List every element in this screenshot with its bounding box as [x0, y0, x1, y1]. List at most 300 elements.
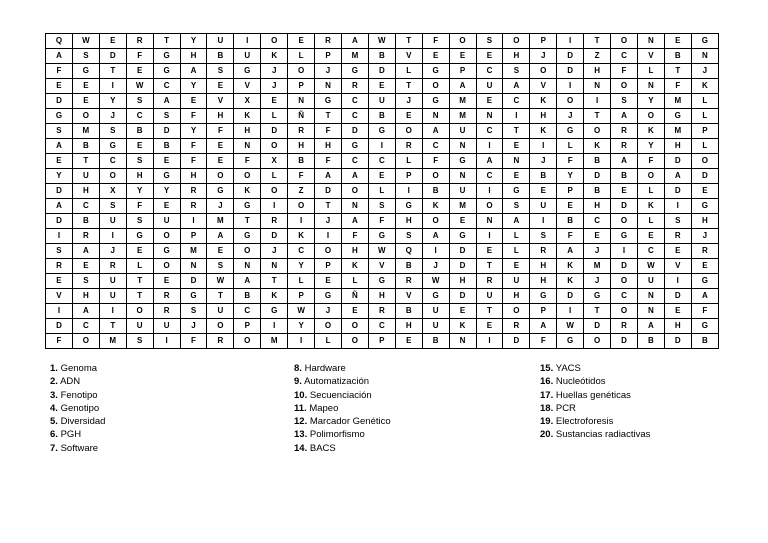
grid-cell: E — [341, 304, 368, 319]
grid-cell: V — [530, 79, 557, 94]
grid-cell: J — [315, 214, 342, 229]
grid-cell: K — [584, 139, 611, 154]
grid-cell: O — [153, 259, 180, 274]
grid-cell: B — [207, 49, 234, 64]
grid-cell: L — [315, 334, 342, 349]
grid-cell: K — [234, 184, 261, 199]
grid-cell: P — [315, 259, 342, 274]
grid-cell: S — [46, 244, 73, 259]
grid-cell: T — [126, 289, 153, 304]
grid-cell: U — [637, 274, 664, 289]
grid-cell: O — [315, 319, 342, 334]
grid-cell: S — [126, 334, 153, 349]
grid-cell: P — [368, 334, 395, 349]
grid-cell: O — [449, 34, 476, 49]
grid-cell: I — [422, 244, 449, 259]
grid-cell: T — [153, 34, 180, 49]
grid-cell: H — [395, 319, 422, 334]
grid-cell: L — [557, 139, 584, 154]
grid-cell: F — [46, 334, 73, 349]
grid-cell: T — [584, 304, 611, 319]
grid-row — [46, 79, 719, 94]
grid-cell: E — [72, 79, 99, 94]
grid-cell: E — [395, 109, 422, 124]
grid-cell: R — [395, 274, 422, 289]
word-list-item — [540, 402, 650, 415]
grid-cell: E — [261, 94, 288, 109]
grid-cell: B — [637, 334, 664, 349]
grid-cell: D — [611, 334, 638, 349]
grid-cell: A — [207, 229, 234, 244]
grid-cell: C — [341, 154, 368, 169]
grid-cell: U — [99, 214, 126, 229]
grid-cell: Y — [180, 79, 207, 94]
grid-cell: Y — [180, 34, 207, 49]
word-number: 11. — [294, 402, 307, 414]
grid-cell: F — [126, 49, 153, 64]
grid-cell: L — [261, 109, 288, 124]
word-number: 1. — [50, 363, 58, 374]
grid-cell: E — [557, 199, 584, 214]
grid-cell: F — [422, 154, 449, 169]
grid-cell: B — [234, 289, 261, 304]
grid-cell: E — [315, 274, 342, 289]
grid-cell: J — [180, 319, 207, 334]
word-text: Mapeo — [309, 402, 339, 414]
grid-cell: B — [530, 169, 557, 184]
grid-cell: D — [46, 214, 73, 229]
word-list-item — [50, 362, 105, 375]
grid-cell: V — [395, 49, 422, 64]
grid-cell: J — [530, 49, 557, 64]
grid-cell: N — [584, 79, 611, 94]
grid-cell: Z — [288, 184, 315, 199]
word-text: Software — [60, 442, 99, 454]
grid-cell: G — [584, 289, 611, 304]
grid-cell: K — [557, 259, 584, 274]
grid-cell: H — [72, 184, 99, 199]
grid-cell: K — [530, 94, 557, 109]
grid-cell: L — [341, 274, 368, 289]
grid-cell: T — [72, 154, 99, 169]
grid-cell: F — [207, 124, 234, 139]
grid-cell: F — [341, 229, 368, 244]
grid-cell: E — [207, 244, 234, 259]
grid-cell: Y — [46, 169, 73, 184]
grid-cell: J — [691, 64, 718, 79]
grid-cell: I — [503, 109, 530, 124]
grid-cell: F — [664, 79, 691, 94]
word-list-item — [540, 389, 650, 402]
grid-cell: K — [341, 259, 368, 274]
grid-cell: A — [449, 79, 476, 94]
grid-cell: V — [207, 94, 234, 109]
grid-cell: E — [368, 79, 395, 94]
grid-cell: A — [422, 124, 449, 139]
grid-cell: N — [261, 259, 288, 274]
grid-cell: E — [503, 139, 530, 154]
grid-cell: Y — [288, 319, 315, 334]
grid-cell: B — [288, 154, 315, 169]
grid-cell: F — [180, 139, 207, 154]
word-number: 6. — [50, 429, 58, 441]
grid-cell: F — [368, 214, 395, 229]
grid-cell: N — [637, 289, 664, 304]
grid-cell: L — [691, 94, 718, 109]
grid-cell: G — [449, 154, 476, 169]
grid-cell: A — [46, 199, 73, 214]
grid-cell: N — [234, 139, 261, 154]
grid-cell: L — [637, 214, 664, 229]
grid-cell: H — [664, 139, 691, 154]
grid-cell: G — [611, 229, 638, 244]
grid-cell: G — [422, 64, 449, 79]
grid-cell: U — [368, 94, 395, 109]
word-number: 9. — [294, 376, 302, 388]
grid-cell: L — [288, 274, 315, 289]
grid-cell: E — [584, 229, 611, 244]
grid-cell: C — [476, 64, 503, 79]
grid-cell: D — [664, 154, 691, 169]
grid-cell: C — [72, 199, 99, 214]
grid-cell: W — [637, 259, 664, 274]
grid-cell: A — [503, 214, 530, 229]
grid-cell: G — [153, 169, 180, 184]
grid-cell: J — [261, 64, 288, 79]
grid-cell: W — [557, 319, 584, 334]
word-list-item — [540, 375, 650, 388]
grid-cell: D — [368, 64, 395, 79]
grid-cell: F — [637, 154, 664, 169]
grid-cell: P — [395, 169, 422, 184]
grid-cell: E — [180, 94, 207, 109]
grid-cell: Y — [637, 139, 664, 154]
grid-cell: E — [207, 139, 234, 154]
word-text: Secuenciación — [309, 389, 372, 401]
grid-cell: C — [611, 49, 638, 64]
word-number: 18. — [540, 402, 554, 414]
grid-cell: D — [584, 319, 611, 334]
grid-cell: A — [503, 79, 530, 94]
grid-cell: O — [584, 334, 611, 349]
word-text: YACS — [555, 363, 581, 374]
word-list-item — [50, 389, 105, 402]
grid-cell: G — [530, 289, 557, 304]
word-list-item — [540, 362, 650, 375]
grid-cell: O — [72, 334, 99, 349]
grid-cell: P — [530, 304, 557, 319]
grid-cell: S — [476, 34, 503, 49]
grid-cell: O — [637, 109, 664, 124]
grid-cell: S — [126, 94, 153, 109]
grid-cell: U — [99, 274, 126, 289]
grid-cell: S — [664, 214, 691, 229]
grid-cell: T — [261, 274, 288, 289]
grid-cell: U — [72, 169, 99, 184]
grid-cell: D — [449, 244, 476, 259]
word-text: Huellas genéticas — [555, 389, 631, 401]
grid-cell: O — [476, 199, 503, 214]
grid-cell: A — [341, 169, 368, 184]
grid-cell: U — [503, 274, 530, 289]
word-list-item — [50, 415, 105, 428]
grid-cell: U — [207, 304, 234, 319]
grid-cell: D — [557, 289, 584, 304]
grid-cell: I — [261, 199, 288, 214]
grid-cell: F — [611, 64, 638, 79]
grid-cell: R — [395, 139, 422, 154]
grid-cell: R — [46, 259, 73, 274]
grid-cell: H — [530, 259, 557, 274]
grid-cell: S — [72, 49, 99, 64]
word-list-item — [294, 389, 391, 402]
grid-cell: I — [315, 229, 342, 244]
grid-cell: I — [288, 334, 315, 349]
grid-cell: E — [422, 49, 449, 64]
grid-row — [46, 109, 719, 124]
grid-cell: J — [691, 229, 718, 244]
grid-cell: A — [46, 139, 73, 154]
grid-cell: G — [368, 274, 395, 289]
grid-cell: R — [153, 304, 180, 319]
grid-cell: Y — [180, 124, 207, 139]
grid-cell: M — [261, 334, 288, 349]
grid-cell: E — [99, 34, 126, 49]
grid-cell: E — [153, 154, 180, 169]
grid-cell: B — [72, 139, 99, 154]
grid-cell: G — [368, 124, 395, 139]
word-text: Fenotipo — [60, 389, 98, 401]
grid-cell: I — [557, 79, 584, 94]
grid-cell: W — [368, 244, 395, 259]
grid-row — [46, 199, 719, 214]
word-list-column-2 — [294, 362, 391, 455]
grid-cell: G — [691, 199, 718, 214]
grid-cell: V — [234, 79, 261, 94]
grid-cell: S — [368, 199, 395, 214]
grid-cell: B — [557, 214, 584, 229]
grid-cell: D — [341, 124, 368, 139]
grid-cell: M — [449, 199, 476, 214]
word-list-item — [294, 362, 391, 375]
grid-cell: G — [315, 94, 342, 109]
grid-row — [46, 334, 719, 349]
grid-cell: Y — [99, 94, 126, 109]
grid-cell: O — [234, 169, 261, 184]
grid-cell: V — [395, 289, 422, 304]
word-number: 14. — [294, 442, 308, 454]
grid-row — [46, 94, 719, 109]
grid-cell: H — [234, 124, 261, 139]
grid-cell: O — [99, 169, 126, 184]
grid-cell: O — [288, 199, 315, 214]
grid-cell: K — [637, 124, 664, 139]
grid-cell: R — [315, 34, 342, 49]
grid-cell: W — [288, 304, 315, 319]
grid-cell: R — [476, 274, 503, 289]
word-text: PGH — [60, 429, 82, 441]
word-list-item — [540, 415, 650, 428]
grid-cell: E — [449, 304, 476, 319]
grid-cell: E — [368, 169, 395, 184]
grid-cell: L — [126, 259, 153, 274]
grid-cell: J — [99, 109, 126, 124]
grid-row — [46, 169, 719, 184]
word-list-item — [294, 402, 391, 415]
grid-cell: O — [611, 274, 638, 289]
grid-cell: E — [72, 259, 99, 274]
grid-cell: O — [261, 34, 288, 49]
grid-cell: J — [99, 244, 126, 259]
grid-cell: R — [180, 199, 207, 214]
grid-cell: M — [449, 109, 476, 124]
grid-cell: U — [449, 184, 476, 199]
grid-cell: A — [234, 274, 261, 289]
grid-cell: N — [691, 49, 718, 64]
grid-cell: C — [476, 124, 503, 139]
grid-cell: O — [341, 319, 368, 334]
grid-cell: G — [261, 304, 288, 319]
grid-cell: S — [46, 124, 73, 139]
grid-cell: W — [207, 274, 234, 289]
grid-cell: E — [46, 79, 73, 94]
grid-cell: N — [180, 259, 207, 274]
grid-cell: R — [207, 334, 234, 349]
word-list-column-1 — [50, 362, 105, 455]
grid-cell: A — [180, 64, 207, 79]
grid-cell: E — [691, 259, 718, 274]
grid-cell: M — [180, 244, 207, 259]
grid-cell: D — [611, 259, 638, 274]
grid-cell: F — [126, 199, 153, 214]
grid-cell: P — [557, 184, 584, 199]
word-number: 4. — [50, 402, 58, 414]
grid-cell: G — [557, 334, 584, 349]
grid-cell: G — [503, 184, 530, 199]
grid-cell: N — [422, 109, 449, 124]
grid-cell: C — [368, 154, 395, 169]
grid-cell: C — [637, 244, 664, 259]
grid-cell: I — [180, 214, 207, 229]
grid-cell: I — [261, 319, 288, 334]
grid-cell: J — [315, 304, 342, 319]
grid-cell: E — [476, 49, 503, 64]
grid-cell: B — [368, 109, 395, 124]
grid-cell: N — [449, 139, 476, 154]
grid-cell: G — [691, 34, 718, 49]
grid-cell: B — [72, 214, 99, 229]
grid-cell: A — [530, 319, 557, 334]
grid-cell: J — [584, 244, 611, 259]
grid-cell: A — [341, 214, 368, 229]
grid-cell: N — [503, 154, 530, 169]
grid-cell: F — [180, 334, 207, 349]
grid-cell: A — [422, 229, 449, 244]
grid-cell: N — [288, 94, 315, 109]
grid-cell: G — [449, 229, 476, 244]
grid-cell: J — [557, 109, 584, 124]
grid-cell: U — [530, 199, 557, 214]
grid-cell: D — [611, 199, 638, 214]
grid-cell: B — [153, 139, 180, 154]
grid-cell: D — [557, 64, 584, 79]
grid-cell: V — [46, 289, 73, 304]
grid-cell: O — [261, 139, 288, 154]
grid-cell: E — [153, 274, 180, 289]
grid-cell: O — [153, 229, 180, 244]
word-number: 3. — [50, 389, 58, 401]
grid-cell: J — [584, 274, 611, 289]
grid-cell: K — [691, 79, 718, 94]
grid-cell: X — [261, 154, 288, 169]
grid-cell: U — [207, 34, 234, 49]
grid-cell: W — [126, 79, 153, 94]
grid-cell: H — [207, 109, 234, 124]
grid-cell: S — [180, 304, 207, 319]
word-list-item — [50, 428, 105, 441]
word-list-column-3 — [540, 362, 650, 442]
grid-cell: F — [234, 154, 261, 169]
grid-cell: R — [611, 319, 638, 334]
grid-cell: F — [288, 169, 315, 184]
grid-cell: Z — [584, 49, 611, 64]
grid-cell: A — [611, 109, 638, 124]
grid-cell: C — [584, 214, 611, 229]
grid-cell: O — [288, 64, 315, 79]
grid-cell: O — [557, 94, 584, 109]
grid-cell: G — [126, 229, 153, 244]
grid-cell: E — [476, 319, 503, 334]
grid-cell: A — [153, 94, 180, 109]
grid-cell: E — [637, 229, 664, 244]
grid-cell: G — [207, 184, 234, 199]
grid-cell: C — [422, 139, 449, 154]
grid-cell: P — [449, 64, 476, 79]
grid-cell: R — [664, 229, 691, 244]
grid-cell: T — [584, 34, 611, 49]
grid-cell: G — [557, 124, 584, 139]
grid-cell: E — [503, 169, 530, 184]
grid-cell: D — [315, 184, 342, 199]
word-text: Hardware — [304, 363, 346, 374]
grid-cell: I — [611, 244, 638, 259]
grid-cell: H — [180, 49, 207, 64]
grid-cell: O — [422, 214, 449, 229]
grid-cell: J — [261, 79, 288, 94]
grid-cell: U — [99, 289, 126, 304]
grid-row — [46, 214, 719, 229]
grid-cell: S — [503, 64, 530, 79]
grid-cell: M — [341, 49, 368, 64]
grid-row — [46, 49, 719, 64]
grid-cell: O — [611, 304, 638, 319]
grid-cell: A — [341, 34, 368, 49]
grid-cell: R — [611, 139, 638, 154]
grid-cell: U — [449, 124, 476, 139]
grid-cell: R — [530, 244, 557, 259]
grid-cell: L — [691, 139, 718, 154]
grid-cell: O — [234, 334, 261, 349]
grid-row — [46, 319, 719, 334]
grid-row — [46, 139, 719, 154]
grid-cell: B — [395, 304, 422, 319]
grid-cell: A — [691, 289, 718, 304]
grid-cell: F — [315, 154, 342, 169]
grid-cell: J — [261, 244, 288, 259]
word-number: 7. — [50, 442, 58, 454]
grid-cell: C — [153, 79, 180, 94]
grid-cell: U — [234, 49, 261, 64]
